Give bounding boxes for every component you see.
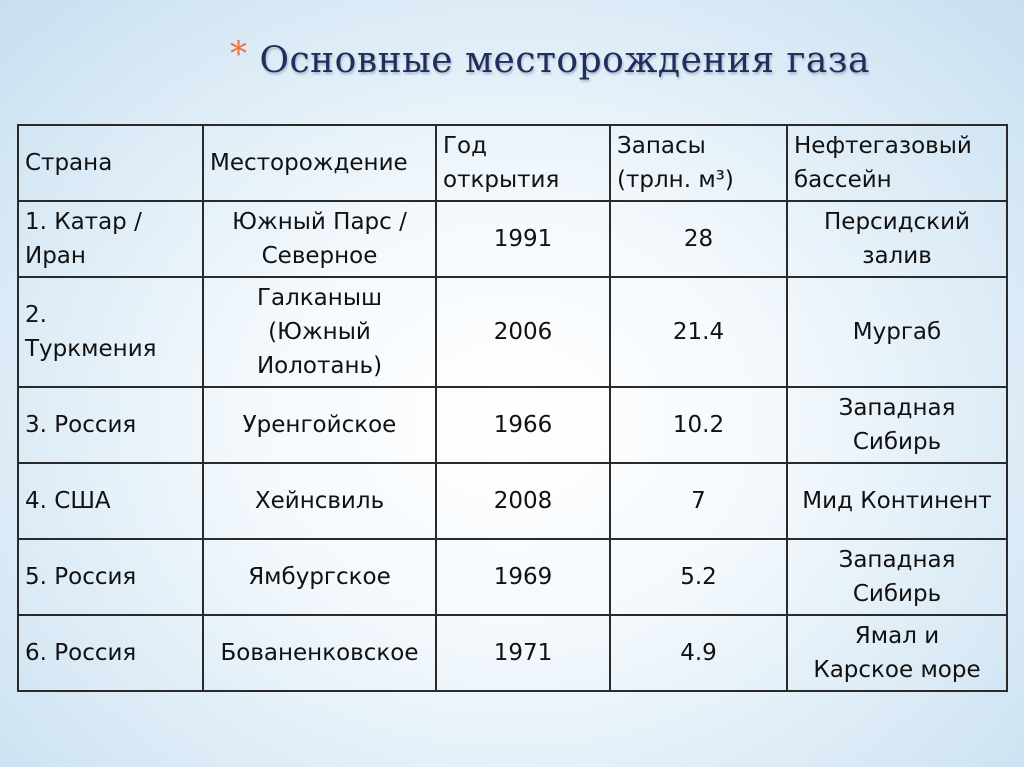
cell-reserves: 7 [610, 463, 787, 539]
table-row [18, 463, 1007, 539]
gas-fields-table [17, 124, 1008, 692]
table-row [18, 387, 1007, 463]
cell-reserves: 4.9 [610, 615, 787, 691]
cell-field: Бованенковское [203, 615, 436, 691]
table-row [18, 539, 1007, 615]
cell-reserves: 21.4 [610, 277, 787, 387]
header-reserves: Запасы (трлн. м³) [610, 125, 787, 201]
cell-year: 2006 [436, 277, 610, 387]
header-country: Страна [18, 125, 203, 201]
cell-basin: Ямал и Карское море [787, 615, 1007, 691]
cell-field: Галканыш (Южный Иолотань) [203, 277, 436, 387]
cell-year: 1991 [436, 201, 610, 277]
cell-year: 1971 [436, 615, 610, 691]
cell-field: Ямбургское [203, 539, 436, 615]
cell-country: 4. США [18, 463, 203, 539]
cell-basin: Персидский залив [787, 201, 1007, 277]
cell-year: 2008 [436, 463, 610, 539]
cell-year: 1966 [436, 387, 610, 463]
header-basin: Нефтегазовый бассейн [787, 125, 1007, 201]
cell-year: 1969 [436, 539, 610, 615]
cell-field: Южный Парс / Северное [203, 201, 436, 277]
cell-field: Уренгойское [203, 387, 436, 463]
cell-country: 5. Россия [18, 539, 203, 615]
table-row [18, 615, 1007, 691]
cell-reserves: 10.2 [610, 387, 787, 463]
cell-basin: Западная Сибирь [787, 539, 1007, 615]
cell-reserves: 28 [610, 201, 787, 277]
slide-title-text: Основные месторождения газа [259, 39, 870, 81]
cell-field: Хейнсвиль [203, 463, 436, 539]
table-row [18, 201, 1007, 277]
table-header-row [18, 125, 1007, 201]
title-bullet: * [230, 34, 248, 74]
header-field: Месторождение [203, 125, 436, 201]
cell-country: 1. Катар / Иран [18, 201, 203, 277]
cell-country: 6. Россия [18, 615, 203, 691]
slide-title [230, 30, 870, 90]
cell-basin: Мид Континент [787, 463, 1007, 539]
table-row [18, 277, 1007, 387]
cell-country: 3. Россия [18, 387, 203, 463]
cell-basin: Западная Сибирь [787, 387, 1007, 463]
header-year: Год открытия [436, 125, 610, 201]
cell-reserves: 5.2 [610, 539, 787, 615]
cell-basin: Мургаб [787, 277, 1007, 387]
cell-country: 2. Туркмения [18, 277, 203, 387]
